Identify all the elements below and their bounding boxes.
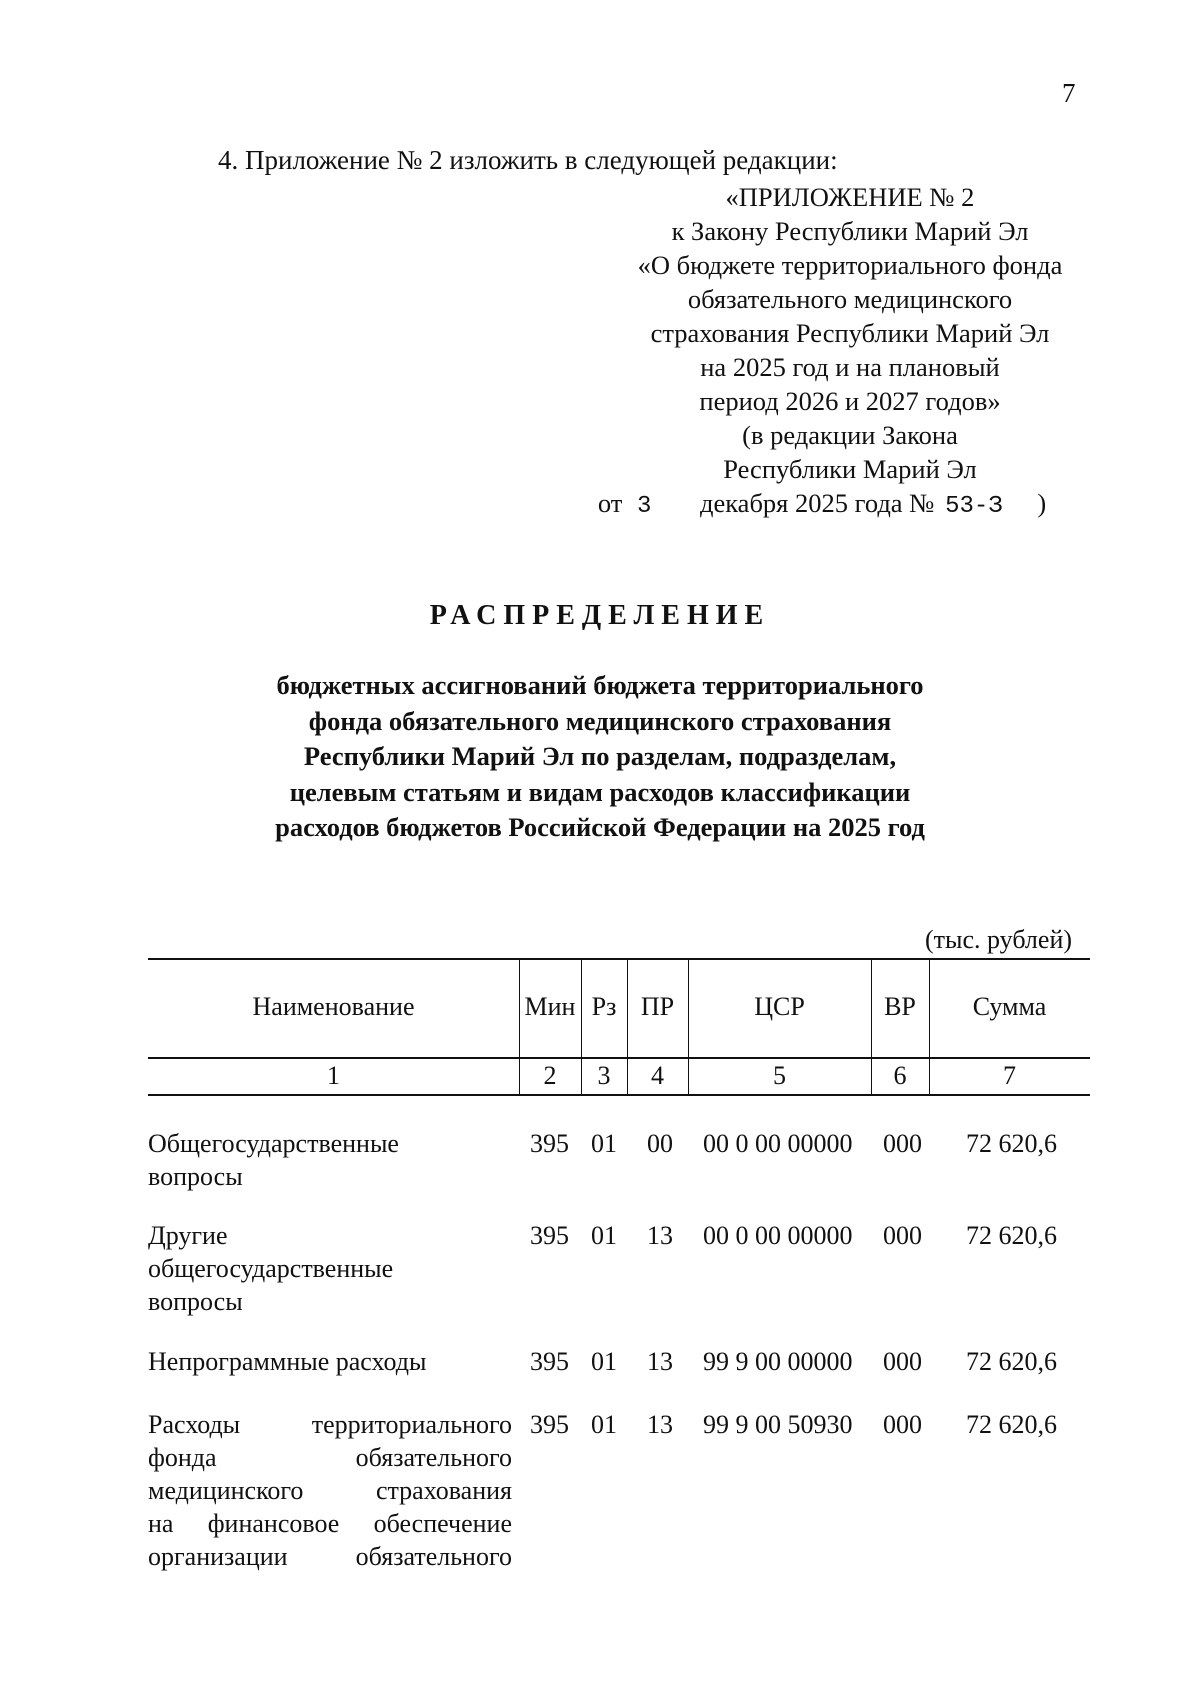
- appendix-line: «О бюджете территориального фонда: [637, 250, 1063, 280]
- cell-vr: 000: [883, 1129, 922, 1158]
- cell-pr: 13: [647, 1221, 673, 1250]
- units-label: (тыс. рублей): [925, 925, 1073, 954]
- table-header-border: [148, 1057, 1090, 1059]
- document-subtitle: [0, 668, 1200, 846]
- cell-sum: 72 620,6: [966, 1410, 1057, 1439]
- header-csr: ЦСР: [754, 992, 805, 1021]
- column-number: 7: [1003, 1061, 1016, 1090]
- appendix-line: к Закону Республики Марий Эл: [671, 216, 1029, 246]
- table-top-border: [148, 958, 1090, 960]
- header-vr: ВР: [884, 992, 916, 1021]
- column-number: 4: [651, 1061, 664, 1090]
- cell-csr: 99 9 00 00000: [703, 1347, 853, 1376]
- row-name-line: медицинского страхования: [148, 1476, 512, 1505]
- row-name-line: организации обязательного: [148, 1542, 512, 1571]
- row-name: [148, 1127, 512, 1193]
- document-title: РАСПРЕДЕЛЕНИЕ: [429, 600, 771, 631]
- column-number: 2: [543, 1061, 557, 1090]
- row-name-line: фонда обязательного: [148, 1443, 512, 1472]
- header-min: Мин: [524, 992, 576, 1021]
- cell-vr: 000: [883, 1410, 922, 1439]
- date-suffix: ): [1037, 488, 1047, 518]
- row-name-line: Другие: [148, 1221, 228, 1250]
- cell-vr: 000: [883, 1347, 922, 1376]
- subtitle-line: бюджетных ассигнований бюджета территориального: [276, 670, 924, 700]
- appendix-line: период 2026 и 2027 годов»: [699, 386, 1001, 416]
- subtitle-line: фонда обязательного медицинского страхования: [308, 705, 892, 736]
- subtitle-line: расходов бюджетов Российской Федерации на 2025 год: [275, 812, 925, 842]
- intro-paragraph: 4. Приложение № 2 изложить в следующей редакции:: [218, 145, 838, 175]
- table-numbers-border: [148, 1094, 1090, 1096]
- cell-sum: 72 620,6: [966, 1221, 1057, 1250]
- cell-rz: 01: [591, 1347, 617, 1376]
- appendix-date-line: [532, 486, 1112, 524]
- cell-csr: 00 0 00 00000: [703, 1221, 853, 1250]
- row-name-line: вопросы: [148, 1287, 243, 1316]
- cell-pr: 13: [647, 1347, 673, 1376]
- cell-rz: 01: [591, 1410, 617, 1439]
- row-name-line: общегосударственные: [148, 1254, 394, 1283]
- cell-rz: 01: [591, 1221, 617, 1250]
- column-number: 5: [773, 1061, 786, 1090]
- row-name: [148, 1219, 512, 1318]
- cell-min: 395: [530, 1221, 569, 1250]
- appendix-line: (в редакции Закона: [742, 420, 958, 450]
- cell-sum: 72 620,6: [966, 1129, 1057, 1158]
- row-name-line: вопросы: [148, 1162, 243, 1191]
- appendix-line: обязательного медицинского: [687, 284, 1013, 314]
- cell-sum: 72 620,6: [966, 1347, 1057, 1376]
- cell-min: 395: [530, 1347, 569, 1376]
- column-number: 3: [597, 1061, 611, 1090]
- date-middle: декабря 2025 года №: [699, 488, 935, 518]
- cell-vr: 000: [883, 1221, 922, 1250]
- cell-min: 395: [530, 1129, 569, 1158]
- header-name: Наименование: [252, 992, 415, 1021]
- header-pr: ПР: [640, 992, 675, 1021]
- row-name: [148, 1345, 512, 1378]
- column-number: 6: [893, 1061, 907, 1090]
- subtitle-line: Республики Марий Эл по разделам, подразделам,: [303, 741, 897, 771]
- date-prefix: от: [597, 488, 623, 518]
- header-sum: Сумма: [972, 992, 1047, 1021]
- row-name: [148, 1408, 512, 1573]
- row-name-line: Расходы территориального: [148, 1410, 512, 1439]
- subtitle-line: целевым статьям и видам расходов классификации: [289, 776, 911, 807]
- law-number: 53-З: [945, 493, 1003, 520]
- cell-rz: 01: [591, 1129, 617, 1158]
- cell-pr: 00: [647, 1129, 673, 1158]
- cell-csr: 00 0 00 00000: [703, 1129, 853, 1158]
- cell-min: 395: [530, 1410, 569, 1439]
- column-number: 1: [327, 1061, 340, 1090]
- cell-csr: 99 9 00 50930: [703, 1410, 853, 1439]
- appendix-line: страхования Республики Марий Эл: [650, 318, 1050, 348]
- appendix-header: [560, 180, 1140, 524]
- header-rz: Рз: [591, 992, 617, 1021]
- appendix-line: Республики Марий Эл: [723, 454, 977, 484]
- date-day: 3: [636, 493, 652, 520]
- appendix-line: «ПРИЛОЖЕНИЕ № 2: [725, 182, 975, 212]
- row-name-line: Общегосударственные: [148, 1129, 399, 1158]
- page-number: 7: [1062, 78, 1076, 108]
- row-name-line: Непрограммные расходы: [148, 1347, 427, 1376]
- appendix-line: на 2025 год и на плановый: [700, 352, 1000, 382]
- row-name-line: на финансовое обеспечение: [148, 1509, 512, 1538]
- cell-pr: 13: [647, 1410, 673, 1439]
